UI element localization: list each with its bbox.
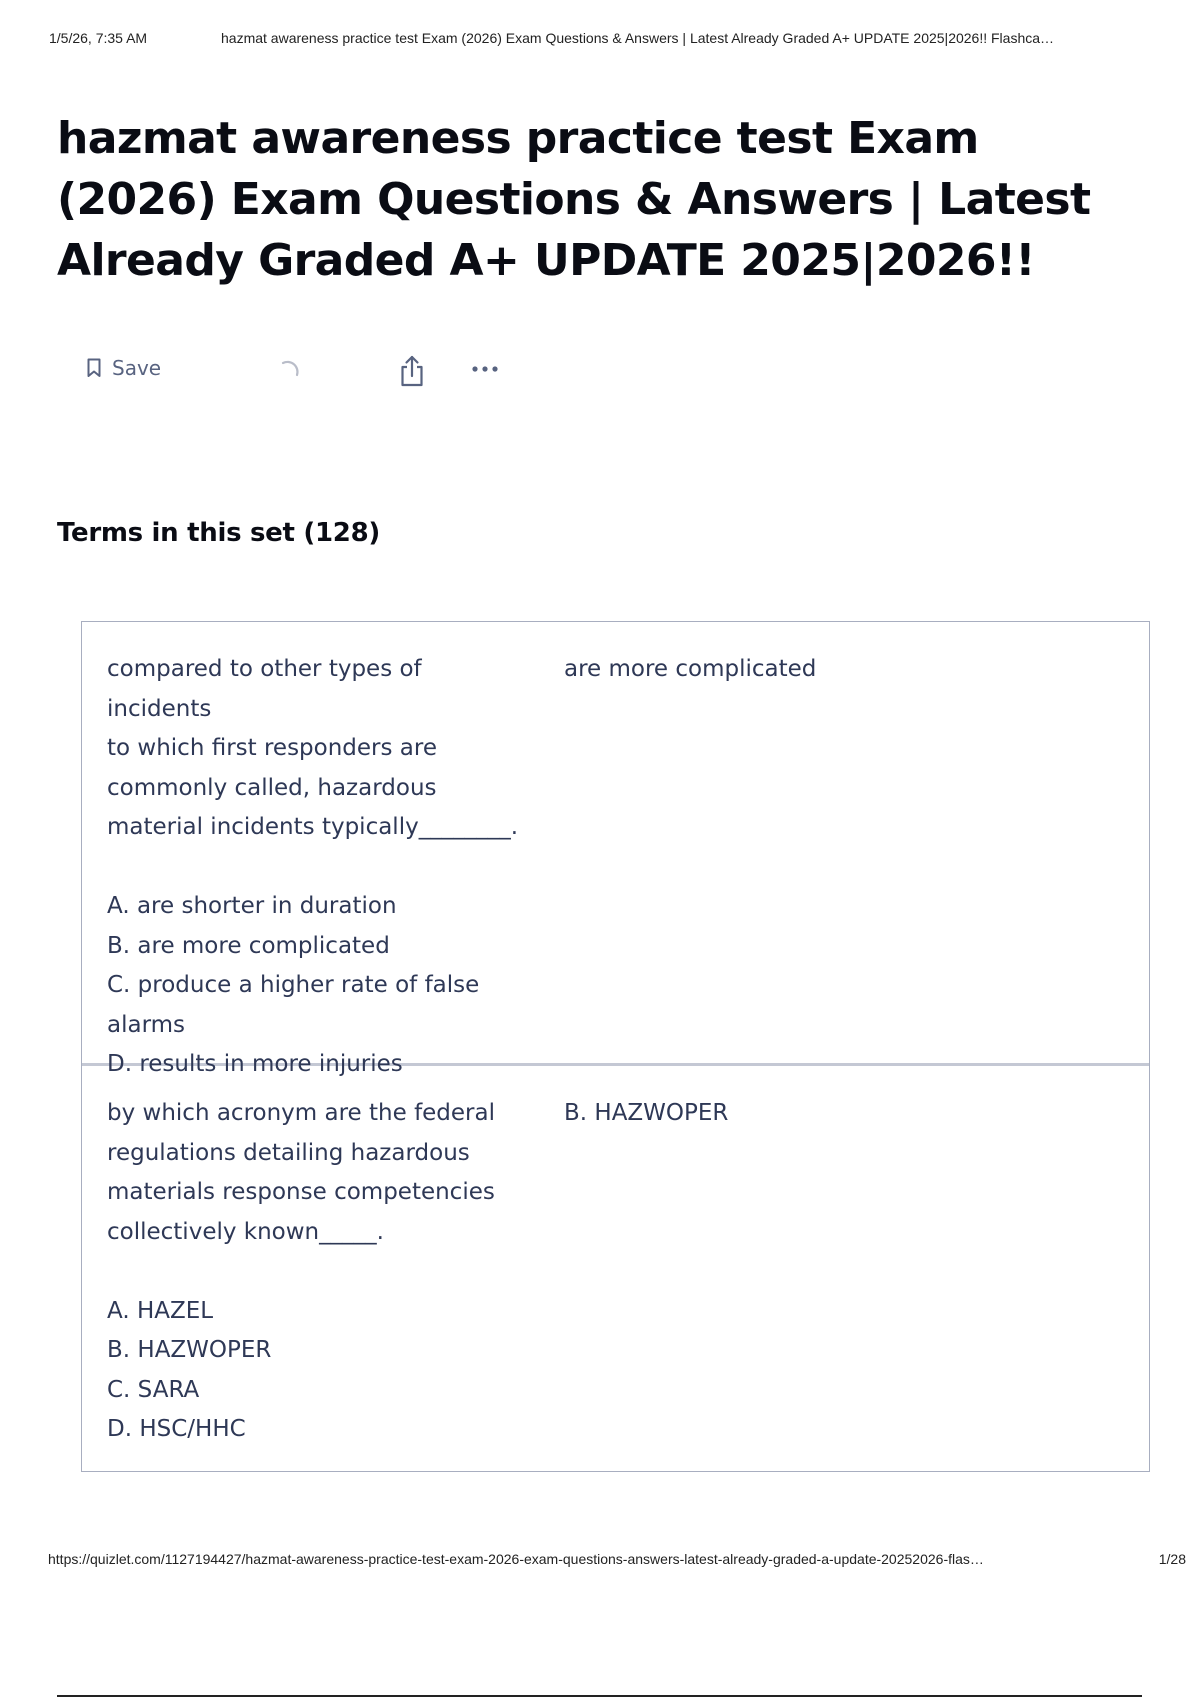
set-toolbar [86,352,526,392]
terms-heading: Terms in this set (128) [57,518,380,548]
share-icon[interactable] [396,354,428,393]
bookmark-icon [86,358,102,378]
term-card [82,1066,1149,1471]
print-footer [48,1551,1186,1571]
page-title: hazmat awareness practice test Exam (2026) Exam Questions & Answers | Latest Already Graded A+ UPDATE 2025|2026!! [57,113,1091,286]
term-question: compared to other types of incidents to which first responders are commonly called, hazardous material incidents typically________. A. are shorter in duration B. are more complicated C. produce a higher rate of false alarms D. results in more injuries [107,656,519,1077]
term-answer: B. HAZWOPER [564,1100,729,1126]
print-header [49,30,1186,50]
terms-list [81,621,1150,1472]
page-number: 1/28 [1158,1551,1186,1567]
print-datetime: 1/5/26, 7:35 AM [49,30,148,46]
term-question: by which acronym are the federal regulations detailing hazardous materials response competencies collectively known_____. A. HAZEL B. HAZWOPER C. SARA D. HSC/HHC [107,1100,496,1442]
save-button[interactable] [86,356,161,380]
save-label: Save [112,356,162,380]
divider [57,1695,1142,1697]
spinner-icon [276,358,302,389]
ellipsis-icon[interactable] [470,362,502,380]
term-card [82,622,1149,1077]
term-answer: are more complicated [564,656,817,682]
print-url: https://quizlet.com/1127194427/hazmat-awareness-practice-test-exam-2026-exam-questions-answers-latest-already-graded-a-update-20252026-flas… [48,1551,984,1567]
print-doc-title: hazmat awareness practice test Exam (2026) Exam Questions & Answers | Latest Already Graded A+ UPDATE 2025|2026!! Flashca… [221,30,1055,46]
